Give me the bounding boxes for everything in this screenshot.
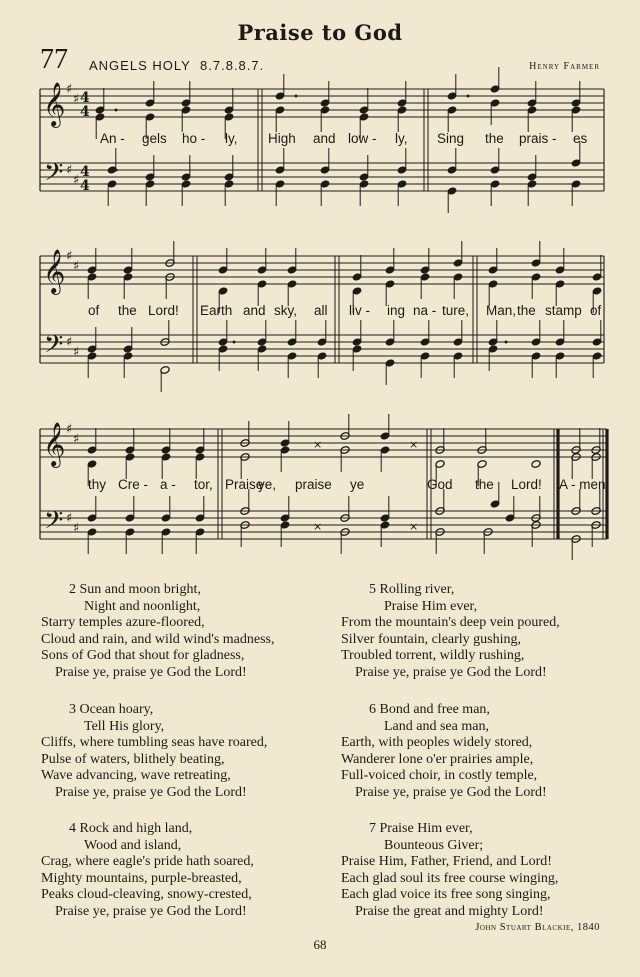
- lyric-word: God: [427, 477, 453, 492]
- verse-line: Cliffs, where tumbling seas have roared,: [41, 735, 268, 751]
- lyric-word: praise: [295, 477, 332, 492]
- rest-mark: ×: [409, 520, 419, 533]
- verse-line: 4 Rock and high land,: [69, 821, 193, 836]
- lyric-word: High: [268, 131, 296, 146]
- lyric-word: ye: [350, 477, 365, 492]
- lyric-word: of: [590, 303, 602, 318]
- lyric-word: ho -: [182, 131, 206, 146]
- lyric-word: all: [314, 303, 328, 318]
- verse-line: Praise ye, praise ye God the Lord!: [55, 784, 247, 800]
- rest-mark: ×: [313, 520, 323, 533]
- verse-line: Praise the great and mighty Lord!: [355, 903, 544, 919]
- key-sharp: ♯: [66, 335, 73, 350]
- key-sharp: ♯: [73, 345, 80, 360]
- bass-clef: 𝄢: [44, 330, 64, 365]
- note-dot: [115, 169, 118, 172]
- note-dot: [295, 95, 298, 98]
- key-sharp: ♯: [66, 163, 73, 178]
- lyric-word: Sing: [437, 131, 465, 146]
- lyric-word: the: [517, 303, 536, 318]
- lyric-word: Lord!: [511, 477, 542, 492]
- rest-mark: ×: [409, 438, 419, 451]
- note-dot: [115, 109, 118, 112]
- hymn-number: 77: [40, 44, 68, 75]
- lyrics-line-3: [0, 477, 640, 495]
- verse-line: 3 Ocean hoary,: [69, 702, 154, 717]
- author-year: 1840: [577, 922, 600, 933]
- verse-4: [41, 821, 254, 921]
- verse-line: 5 Rolling river,: [369, 582, 455, 597]
- verse-line: Pulse of waters, blithely beating,: [41, 751, 225, 767]
- verse-5: [341, 582, 560, 682]
- verse-line: Full-voiced choir, in costly temple,: [341, 768, 538, 784]
- verse-line: Praise Him ever,: [384, 598, 478, 614]
- lyric-word: sky,: [274, 303, 297, 318]
- verse-6: [341, 702, 547, 802]
- verse-line: Wave advancing, wave retreating,: [41, 768, 231, 784]
- time-signature: 4: [80, 164, 90, 180]
- verse-7: [341, 821, 558, 921]
- verse-line: Praise ye, praise ye God the Lord!: [355, 664, 547, 680]
- verse-line: Bounteous Giver;: [384, 837, 484, 853]
- lyric-word: stamp: [545, 303, 582, 318]
- key-sharp: ♯: [73, 521, 80, 536]
- note-dot: [233, 341, 236, 344]
- time-signature: 4: [80, 104, 90, 120]
- bass-clef: 𝄢: [44, 506, 64, 541]
- lyric-word: gels: [142, 131, 167, 146]
- lyric-word: Man,: [486, 303, 517, 318]
- lyric-word: ly,: [225, 131, 238, 146]
- lyric-word: na -: [413, 303, 437, 318]
- verse-line: Praise ye, praise ye God the Lord!: [355, 784, 547, 800]
- note-head: [531, 460, 541, 469]
- key-sharp: ♯: [66, 422, 73, 437]
- lyric-word: and: [243, 303, 266, 318]
- verse-line: Troubled torrent, wildly rushing,: [341, 648, 525, 664]
- treble-clef: 𝄞: [43, 422, 66, 466]
- lyric-word: the: [475, 477, 494, 492]
- time-signature: 4: [80, 90, 90, 106]
- key-sharp: ♯: [73, 432, 80, 447]
- note-dot: [467, 95, 470, 98]
- meter: 8.7.8.8.7.: [200, 58, 265, 73]
- key-sharp: ♯: [73, 92, 80, 107]
- lyric-word: the: [118, 303, 137, 318]
- lyric-word: prais -: [519, 131, 557, 146]
- key-sharp: ♯: [66, 249, 73, 264]
- verse-line: Tell His glory,: [84, 718, 165, 734]
- lyric-word: ing: [387, 303, 406, 318]
- time-signature: 4: [80, 178, 90, 194]
- verse-line: Praise Him, Father, Friend, and Lord!: [341, 854, 552, 870]
- lyric-word: of: [88, 303, 100, 318]
- lyric-word: thy: [88, 477, 107, 492]
- lyric-word: Cre -: [118, 477, 148, 492]
- lyric-word: tor,: [194, 477, 213, 492]
- lyric-word: the: [485, 131, 504, 146]
- lyric-word: Lord!: [148, 303, 179, 318]
- verse-line: Wanderer lone o'er prairies ample,: [341, 751, 534, 767]
- tune-name: ANGELS HOLY: [89, 58, 191, 73]
- lyric-word: low -: [348, 131, 377, 146]
- lyric-word: liv -: [349, 303, 370, 318]
- key-sharp: ♯: [73, 259, 80, 274]
- verse-line: Starry temples azure-floored,: [41, 615, 205, 631]
- verse-3: [41, 702, 267, 802]
- verse-line: Praise ye, praise ye God the Lord!: [55, 903, 247, 919]
- verse-line: 7 Praise Him ever,: [369, 821, 473, 836]
- hymn-title: Praise to God: [237, 20, 403, 45]
- bass-clef: 𝄢: [44, 158, 64, 193]
- verse-line: Night and noonlight,: [84, 598, 201, 614]
- rest-mark: ×: [313, 438, 323, 451]
- key-sharp: ♯: [66, 511, 73, 526]
- treble-clef: 𝄞: [43, 249, 66, 293]
- lyrics-line-2: [0, 303, 640, 321]
- lyric-word: Praise: [225, 477, 264, 492]
- verse-line: Land and sea man,: [384, 718, 489, 734]
- lyric-word: ly,: [395, 131, 408, 146]
- lyric-word: ture,: [442, 303, 470, 318]
- note-dot: [505, 341, 508, 344]
- lyric-word: es: [573, 131, 588, 146]
- verse-line: Each glad voice its free song singing,: [341, 887, 551, 903]
- verse-line: Sons of God that shout for gladness,: [41, 648, 245, 664]
- lyric-word: and: [313, 131, 336, 146]
- verse-line: Crag, where eagle's pride hath soared,: [41, 854, 254, 870]
- lyrics-line-1: [0, 131, 640, 149]
- verse-line: Cloud and rain, and wild wind's madness,: [41, 631, 275, 647]
- verse-line: 6 Bond and free man,: [369, 702, 490, 717]
- author-name: John Stuart Blackie: [475, 922, 571, 933]
- verse-line: Silver fountain, clearly gushing,: [341, 631, 522, 647]
- author-credit: John Stuart Blackie, 1840: [475, 922, 600, 933]
- verse-line: Mighty mountains, purple-breasted,: [41, 870, 242, 886]
- verse-2: [41, 582, 275, 682]
- lyric-word: a -: [160, 477, 176, 492]
- verse-line: Praise ye, praise ye God the Lord!: [55, 664, 247, 680]
- lyric-word: A - men.: [559, 477, 610, 492]
- verse-line: From the mountain's deep vein poured,: [341, 615, 560, 631]
- verse-line: Each glad soul its free course winging,: [341, 870, 559, 886]
- treble-clef: 𝄞: [43, 82, 66, 126]
- key-sharp: ♯: [66, 82, 73, 97]
- key-sharp: ♯: [73, 173, 80, 188]
- lyric-word: ye,: [258, 477, 277, 492]
- verse-line: 2 Sun and moon bright,: [69, 582, 201, 597]
- page-number: 68: [313, 937, 327, 952]
- lyric-word: Earth: [200, 303, 233, 318]
- verse-line: Wood and island,: [84, 837, 182, 853]
- verse-line: Earth, with peoples widely stored,: [341, 735, 533, 751]
- lyric-word: An -: [100, 131, 125, 146]
- verse-line: Peaks cloud-cleaving, snowy-crested,: [41, 887, 252, 903]
- composer: Henry Farmer: [529, 61, 600, 72]
